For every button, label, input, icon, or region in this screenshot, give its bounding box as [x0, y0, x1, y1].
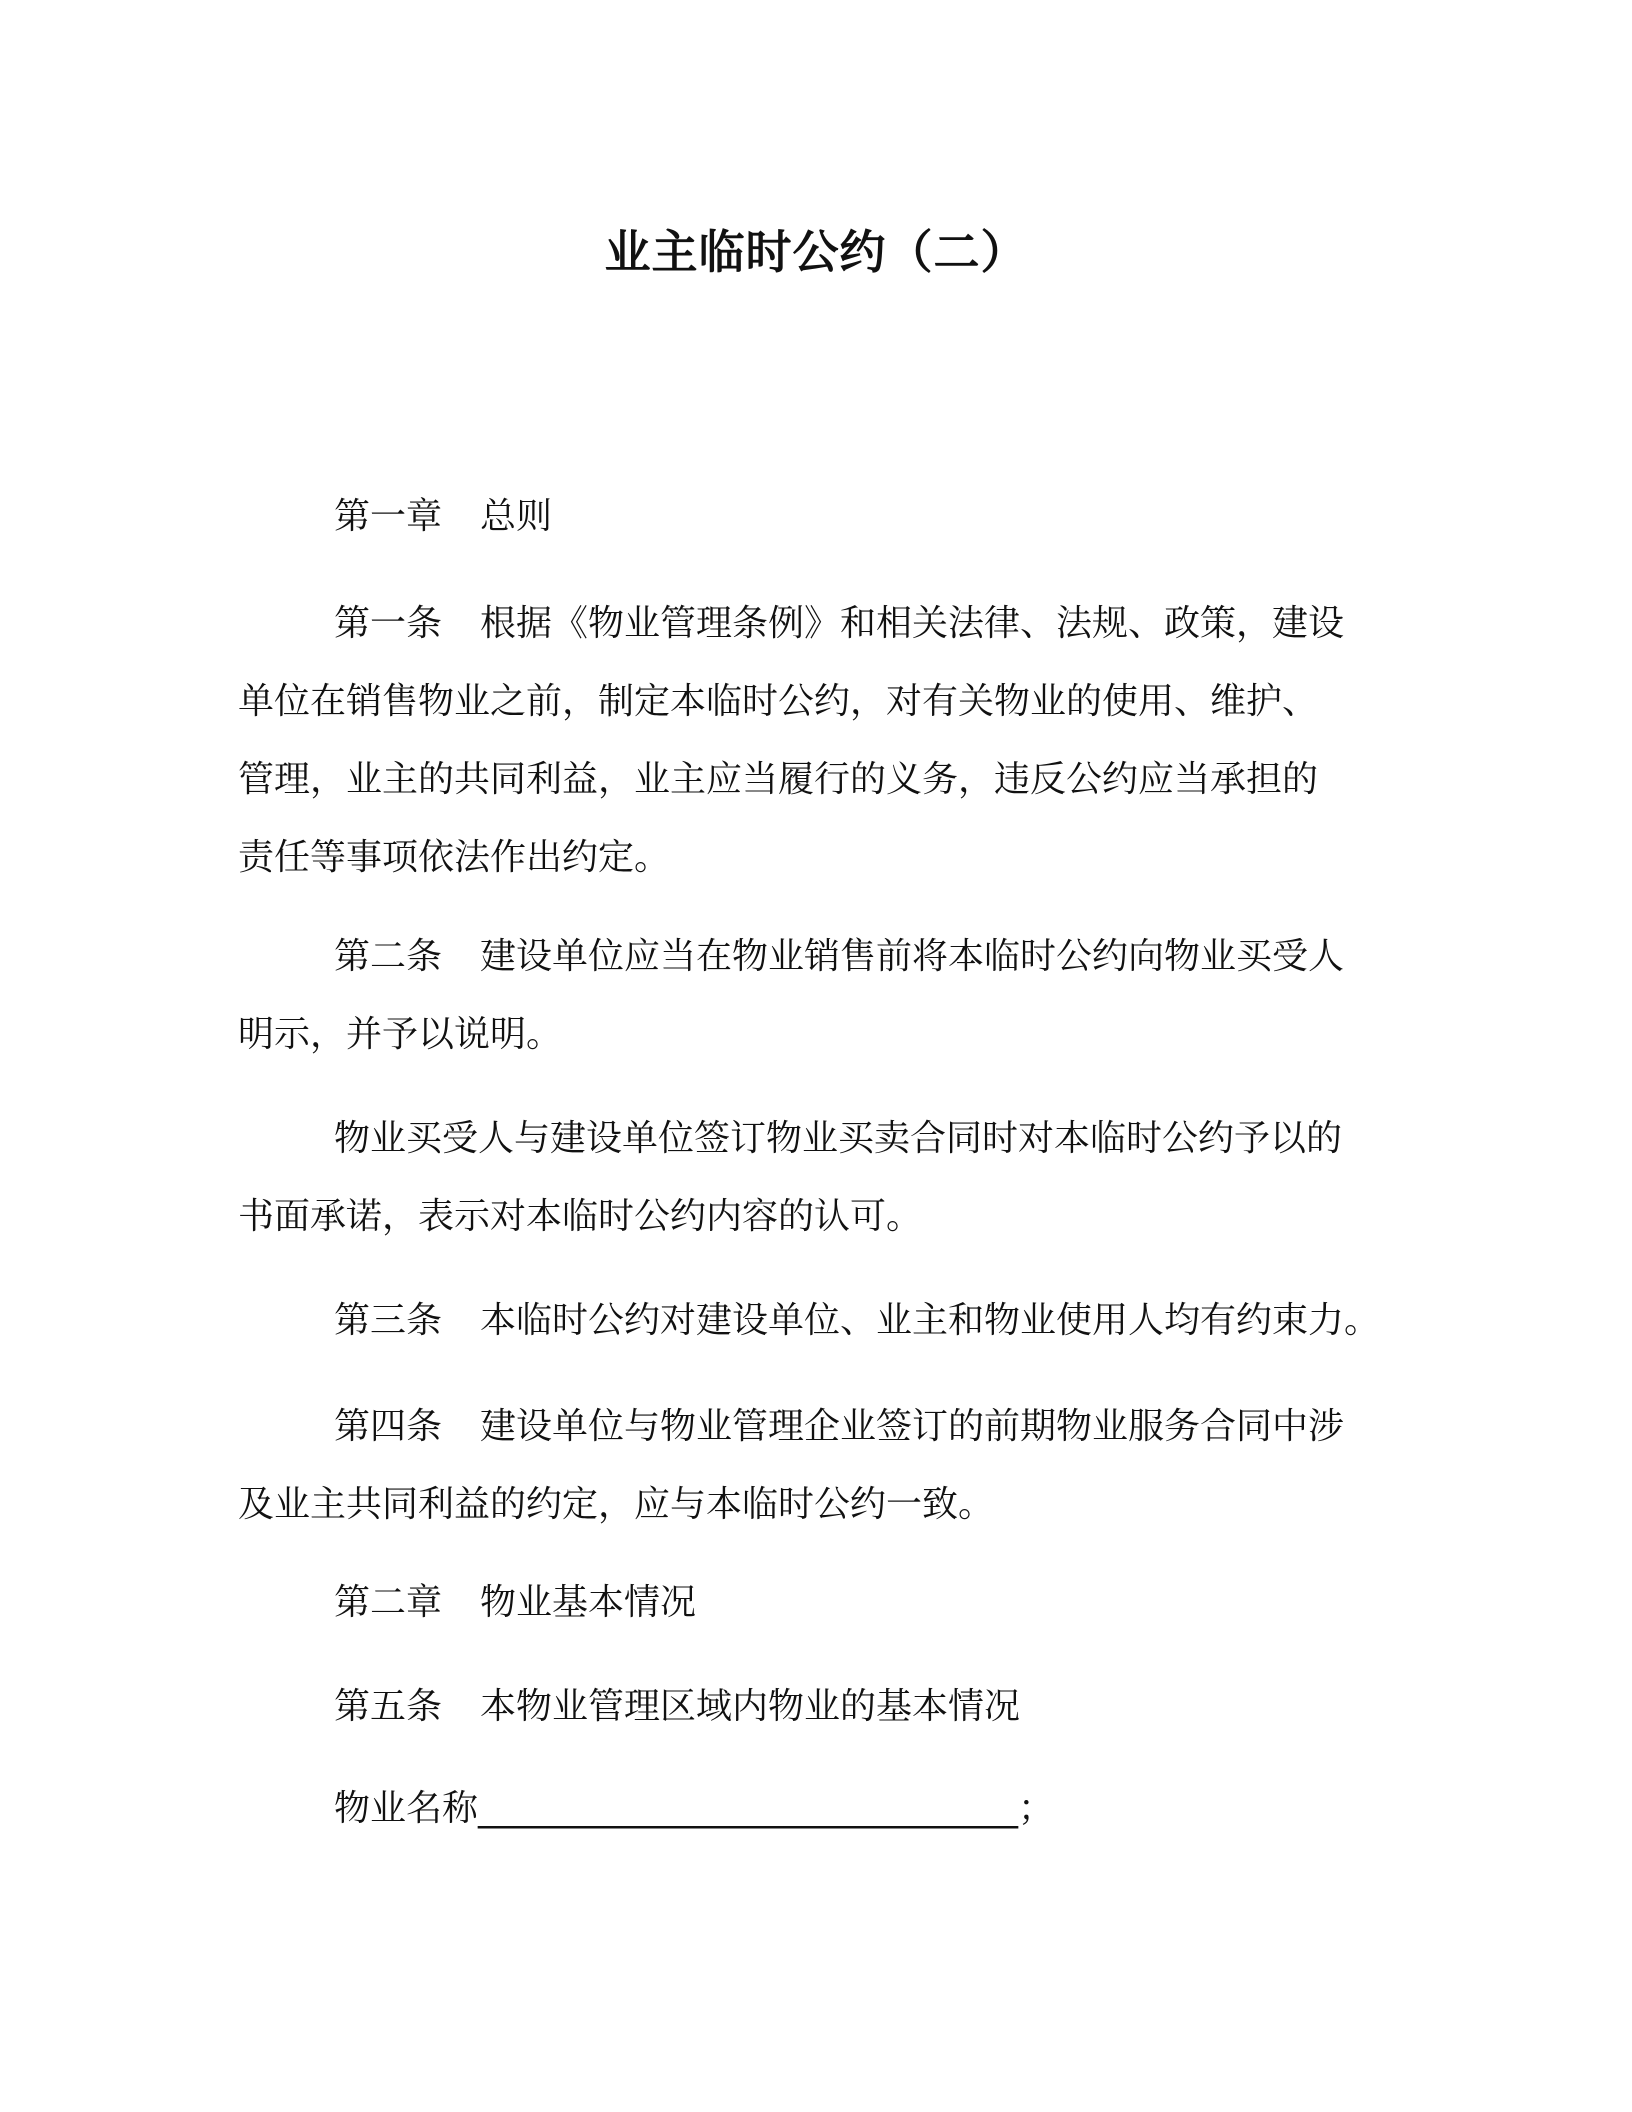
- chapter-1-heading: [238, 478, 1388, 556]
- article-5-label: 第五条: [334, 1686, 443, 1727]
- article-2-label: 第二条: [334, 936, 443, 977]
- article-1-line-3: 管理，业主的共同利益，业主应当履行的义务，违反公约应当承担的: [238, 759, 1319, 800]
- property-name-field: [238, 1770, 1388, 1848]
- property-name-label: 物业名称: [334, 1788, 479, 1829]
- property-name-blank: ______________________________: [478, 1788, 1019, 1829]
- chapter-1-label: 第一章: [334, 496, 443, 537]
- chapter-1-name: 总则: [480, 496, 553, 537]
- article-4-line-1: 建设单位与物业管理企业签订的前期物业服务合同中涉: [480, 1406, 1345, 1447]
- property-name-end: ；: [1018, 1788, 1055, 1829]
- article-2-para-2-line-1: 物业买受人与建设单位签订物业买卖合同时对本临时公约予以的: [334, 1118, 1343, 1159]
- article-4: [238, 1388, 1388, 1544]
- article-1: [238, 585, 1388, 897]
- article-5: [238, 1668, 1388, 1746]
- article-1-line-4: 责任等事项依法作出约定。: [238, 837, 671, 878]
- article-4-line-2: 及业主共同利益的约定，应与本临时公约一致。: [238, 1484, 995, 1525]
- article-2: [238, 918, 1388, 1074]
- article-2-paragraph-2: [238, 1100, 1388, 1256]
- article-4-label: 第四条: [334, 1406, 443, 1447]
- article-3: [238, 1282, 1388, 1360]
- article-5-text: 本物业管理区域内物业的基本情况: [480, 1686, 1021, 1727]
- chapter-2-label: 第二章: [334, 1582, 443, 1623]
- article-1-label: 第一条: [334, 603, 443, 644]
- document-title: 业主临时公约（二）: [604, 225, 1028, 279]
- article-3-text: 本临时公约对建设单位、业主和物业使用人均有约束力。: [480, 1300, 1381, 1341]
- chapter-2-heading: [238, 1564, 1388, 1642]
- article-1-line-1: 根据《物业管理条例》和相关法律、法规、政策，建设: [480, 603, 1345, 644]
- article-3-label: 第三条: [334, 1300, 443, 1341]
- article-2-line-1: 建设单位应当在物业销售前将本临时公约向物业买受人: [480, 936, 1345, 977]
- article-1-line-2: 单位在销售物业之前，制定本临时公约，对有关物业的使用、维护、: [238, 681, 1319, 722]
- article-2-para-2-line-2: 书面承诺，表示对本临时公约内容的认可。: [238, 1196, 923, 1237]
- article-2-line-2: 明示，并予以说明。: [238, 1014, 563, 1055]
- chapter-2-name: 物业基本情况: [480, 1582, 697, 1623]
